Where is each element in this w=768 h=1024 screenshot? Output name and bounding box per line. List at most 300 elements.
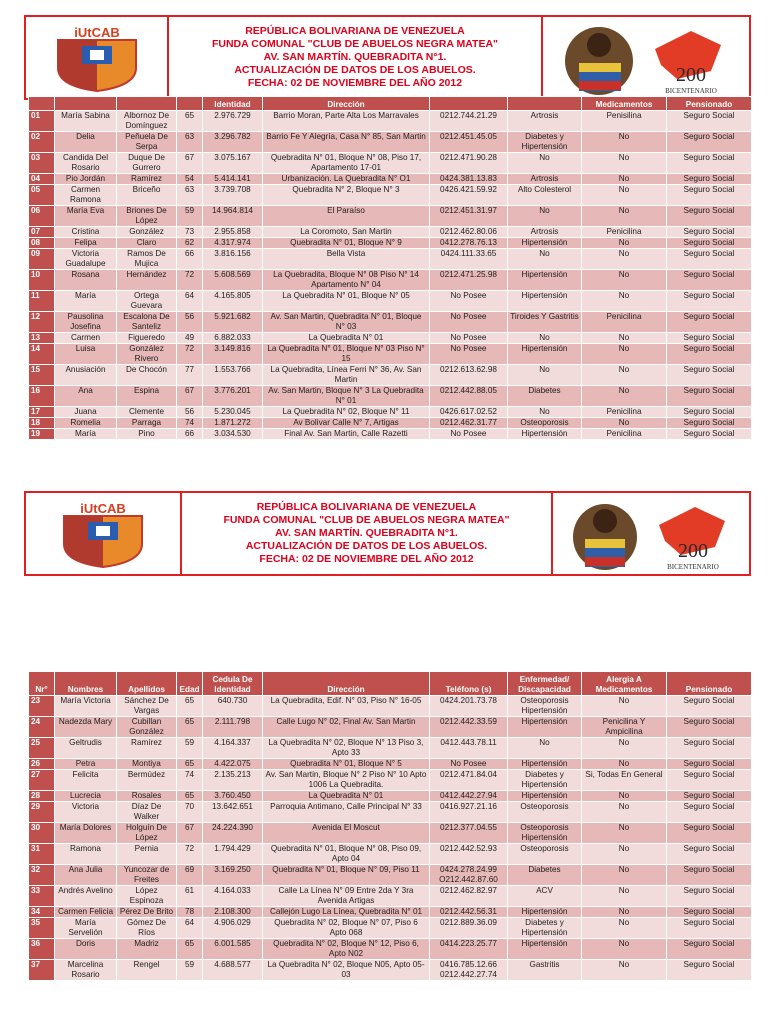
table-cell: Quebradita N° 01, Bloque N° 9 [263,238,430,249]
table-cell: Diabetes y Hipertensión [508,770,582,791]
table-cell: No [508,738,582,759]
table-row [29,132,752,153]
table-cell: Quebradita N° 02, Bloque N° 12, Piso 6, Apto N02 [263,939,430,960]
header-text [169,17,543,98]
header2-line-3: AV. SAN MARTÍN. QUEBRADITA N°1. [275,527,458,539]
table-cell: 01 [29,111,55,132]
table-cell: 0424.278.24.99 O212.442.87.60 [430,865,508,886]
table-cell: Hipertensión [508,291,582,312]
table-row [29,918,752,939]
table-row [29,312,752,333]
table-cell: Seguro Social [667,227,752,238]
table-cell: 4.317.974 [203,238,263,249]
table-cell: Penicilina [582,227,667,238]
table-cell: No Posee [430,333,508,344]
logo-text: iUtCAB [73,24,120,40]
club-logo-icon [52,24,142,92]
table-cell: 06 [29,206,55,227]
table-cell: 69 [177,865,203,886]
table-cell: Seguro Social [667,844,752,865]
table-row [29,365,752,386]
table-cell: 74 [177,770,203,791]
table-cell: No [582,238,667,249]
table-cell: Hernández [117,270,177,291]
table-cell: Geltrudis [55,738,117,759]
table-cell: La Quebradita N° 02, Bloque N° 13 Piso 3, Apto 33 [263,738,430,759]
table-cell: 59 [177,206,203,227]
table-cell: 65 [177,759,203,770]
table-cell: Seguro Social [667,238,752,249]
table-cell: Gastritis [508,960,582,981]
header2-line-2: FUNDA COMUNAL "CLUB DE ABUELOS NEGRA MATEA" [223,514,510,526]
table-cell: Seguro Social [667,770,752,791]
table-cell: 2.976.729 [203,111,263,132]
club-logo-icon-2 [58,500,148,568]
bicentenario-art [543,17,749,98]
header-line-5: FECHA: 02 DE NOVIEMBRE DEL AÑO 2012 [247,77,463,89]
table-row [29,249,752,270]
col-identidad: Identidad [203,97,263,111]
table-cell: Doris [55,939,117,960]
table-cell: Ramos De Mujica [117,249,177,270]
table-cell: 05 [29,185,55,206]
table-cell: La Quebradita N° 01 [263,333,430,344]
table-cell: 19 [29,429,55,440]
table-cell: Andrés Avelino [55,886,117,907]
table-cell: 64 [177,291,203,312]
table-cell: Seguro Social [667,738,752,759]
table-cell: 23 [29,696,55,717]
table-cell: No [582,153,667,174]
table-cell: 72 [177,344,203,365]
table-cell: 0212.471.25.98 [430,270,508,291]
column-header: Teléfono (s) [430,672,508,696]
table-cell: No [582,132,667,153]
table-cell: Artrosis [508,111,582,132]
table-cell: Penisilina [582,111,667,132]
table-cell: 1.794.429 [203,844,263,865]
table-cell: 0212.613.62.98 [430,365,508,386]
table-row [29,174,752,185]
table-cell: 3.739.708 [203,185,263,206]
table-cell: 0212.442.56.31 [430,907,508,918]
table-cell: Diabetes [508,865,582,886]
table-cell: Duque De Gurrero [117,153,177,174]
table-cell: 6.001.585 [203,939,263,960]
table-cell: No [508,333,582,344]
table-cell: 3.816.156 [203,249,263,270]
table-cell: 3.776.201 [203,386,263,407]
table-cell: Diabetes y Hipertensión [508,918,582,939]
table-cell: No [582,206,667,227]
table-cell: Calle La Línea N° 09 Entre 2da Y 3ra Avenida Artigas [263,886,430,907]
table-cell: 4.164.033 [203,886,263,907]
table-cell: Marcelina Rosario [55,960,117,981]
table-cell: 4.906.029 [203,918,263,939]
table-cell: Briceño [117,185,177,206]
table-cell: Victoria [55,802,117,823]
table-cell: 0416.785.12.66 0212.442.27.74 [430,960,508,981]
table-cell: 6.882.033 [203,333,263,344]
table-cell: Hipertensión [508,759,582,770]
table-cell: 08 [29,238,55,249]
table-cell: Seguro Social [667,333,752,344]
table-cell: 72 [177,844,203,865]
table-cell: Felicita [55,770,117,791]
table-cell: Callejón Lugo La Línea, Quebradita N° 01 [263,907,430,918]
table-cell: De Chocón [117,365,177,386]
table-cell: No [508,153,582,174]
table-cell: No [582,918,667,939]
table-cell: Victoria Guadalupe [55,249,117,270]
table-cell: Nadezda Mary [55,717,117,738]
table-cell: Escalona De Santeliz [117,312,177,333]
table-cell: Av Bolivar Calle N° 7, Artigas [263,418,430,429]
table-cell: Seguro Social [667,344,752,365]
table-cell: 0426.617.02.52 [430,407,508,418]
table-cell: María Eva [55,206,117,227]
table-cell: Rengel [117,960,177,981]
col-direccion: Dirección [263,97,430,111]
table-cell: Ramírez [117,174,177,185]
table-cell: Quebradita N° 01, Bloque N° 08, Piso 09, Apto 04 [263,844,430,865]
table-cell: Seguro Social [667,153,752,174]
table-cell: No [582,802,667,823]
table-cell: Seguro Social [667,132,752,153]
column-header: Nombres [55,672,117,696]
club-logo [26,17,169,98]
table-cell: Cristina [55,227,117,238]
table-1-body [29,111,752,440]
table-cell: 61 [177,886,203,907]
table-cell: Anusiación [55,365,117,386]
table-cell: No [582,333,667,344]
table-cell: 56 [177,312,203,333]
table-cell: Pernia [117,844,177,865]
table-cell: 0212.471.90.28 [430,153,508,174]
table-row [29,333,752,344]
table-row [29,770,752,791]
table-cell: González Rivero [117,344,177,365]
table-cell: Gómez De Ríos [117,918,177,939]
table-cell: No [582,907,667,918]
table-cell: Ana Julia [55,865,117,886]
table-cell: 0212.451.31.97 [430,206,508,227]
table-cell: Claro [117,238,177,249]
table-cell: 0212.442.33.59 [430,717,508,738]
table-cell: 78 [177,907,203,918]
table-row [29,227,752,238]
header2-line-1: REPÚBLICA BOLIVARIANA DE VENEZUELA [256,501,477,513]
table-cell: No [582,174,667,185]
table-cell: 49 [177,333,203,344]
table-cell: Seguro Social [667,939,752,960]
table-cell: Alto Colesterol [508,185,582,206]
table-cell: Calle Lugo N° 02, Final Av. San Martin [263,717,430,738]
table-row [29,717,752,738]
table-cell: No [508,249,582,270]
table-row [29,791,752,802]
table-cell: 65 [177,111,203,132]
table-cell: 2.135.213 [203,770,263,791]
table-cell: González [117,227,177,238]
table-cell: La Quebradita N° 01, Bloque N° 03 Piso N° 15 [263,344,430,365]
table-cell: No [582,939,667,960]
table-cell: Holguín De López [117,823,177,844]
table-cell: No [582,291,667,312]
table-cell: No [582,865,667,886]
table-cell: Seguro Social [667,249,752,270]
table-row [29,823,752,844]
table-cell: 0426.421.59.92 [430,185,508,206]
table-cell: Seguro Social [667,429,752,440]
bicentenario-image-2 [561,495,741,573]
header-line-2: FUNDA COMUNAL "CLUB DE ABUELOS NEGRA MATEA" [211,38,499,50]
table-cell: Seguro Social [667,365,752,386]
table-cell: Ortega Guevara [117,291,177,312]
table-cell: 36 [29,939,55,960]
table-cell: Seguro Social [667,206,752,227]
table-cell: Urbanización. La Quebradita N° O1 [263,174,430,185]
table-cell: María Victoria [55,696,117,717]
table-cell: Felipa [55,238,117,249]
table-cell: Av. San Martin, Bloque N° 3 La Quebradita N° 01 [263,386,430,407]
table-cell: No [508,365,582,386]
table-cell: 67 [177,823,203,844]
table-cell: Hipertensión [508,939,582,960]
table-cell: Briones De López [117,206,177,227]
table-cell: 74 [177,418,203,429]
table-cell: Osteoporosis Hipertensión [508,696,582,717]
table-cell: Candida Del Rosario [55,153,117,174]
col-medicamentos: Medicamentos [582,97,667,111]
table-cell: Carmen Felicia [55,907,117,918]
table-cell: 26 [29,759,55,770]
table-cell: 30 [29,823,55,844]
table-cell: Osteoporosis [508,802,582,823]
table-cell: Seguro Social [667,270,752,291]
table-cell: 4.688.577 [203,960,263,981]
table-cell: Seguro Social [667,865,752,886]
table-cell: 25 [29,738,55,759]
table-cell: ACV [508,886,582,907]
table-cell: 5.230.045 [203,407,263,418]
table-cell: 56 [177,407,203,418]
table-cell: 63 [177,132,203,153]
table-cell: Petra [55,759,117,770]
table-cell: 59 [177,738,203,759]
table-cell: Barrio Fe Y Alegría, Casa N° 85, San Martin [263,132,430,153]
table-cell: 5.414.141 [203,174,263,185]
table-cell: 4.422.075 [203,759,263,770]
table-cell: Figueredo [117,333,177,344]
table-cell: No [582,823,667,844]
logo-text-2: iUtCAB [80,500,126,516]
table-cell: 0412.443.78.11 [430,738,508,759]
bicentenario-number: 200 [676,63,706,86]
bicentenario-image [551,19,741,97]
table-cell: 04 [29,174,55,185]
table-cell: Lucrecia [55,791,117,802]
table-row [29,185,752,206]
table-cell: María [55,429,117,440]
table-cell: No [582,270,667,291]
table-cell: No [582,886,667,907]
table-cell: Carmen [55,333,117,344]
table-cell: 37 [29,960,55,981]
table-cell: Romelia [55,418,117,429]
table-cell: Ramona [55,844,117,865]
table-cell: 0212.462.82.97 [430,886,508,907]
header-bottom [24,491,751,576]
table-cell: Artrosis [508,174,582,185]
table-cell: Seguro Social [667,717,752,738]
table-cell: María [55,291,117,312]
table-row [29,344,752,365]
table-cell: Díaz De Walker [117,802,177,823]
table-cell: Carmen Ramona [55,185,117,206]
header-line-4: ACTUALIZACIÓN DE DATOS DE LOS ABUELOS. [234,64,476,76]
col-pensionado: Pensionado [667,97,752,111]
header-text-2 [182,493,551,574]
table-cell: Seguro Social [667,111,752,132]
bicentenario-number-2: 200 [678,539,708,562]
table-cell: 3.296.782 [203,132,263,153]
table-cell: Seguro Social [667,312,752,333]
table-cell: Av. San Martin, Quebradita N° 01, Bloque N° 03 [263,312,430,333]
table-cell: No [582,844,667,865]
table-cell: Penicilina [582,312,667,333]
table-row [29,386,752,407]
table-row [29,802,752,823]
table-2-header [29,672,752,696]
table-cell: María Dolores [55,823,117,844]
table-cell: La Coromoto, San Martin [263,227,430,238]
table-cell: Seguro Social [667,696,752,717]
table-cell: 67 [177,153,203,174]
table-cell: Peñuela De Serpa [117,132,177,153]
table-cell: Pausolina Josefina [55,312,117,333]
table-cell: 14 [29,344,55,365]
table-cell: La Quebradita N° 01 [263,791,430,802]
table-cell: 27 [29,770,55,791]
table-cell: Seguro Social [667,418,752,429]
table-cell: 24.224.390 [203,823,263,844]
table-cell: 0212.462.80.06 [430,227,508,238]
header-line-3: AV. SAN MARTÍN. QUEBRADITA N°1. [263,51,447,63]
table-cell: Cubillan González [117,717,177,738]
table-cell: Hipertensión [508,238,582,249]
table-cell: Tiroides Y Gastritis [508,312,582,333]
table-row [29,418,752,429]
table-cell: Avenida El Moscut [263,823,430,844]
table-cell: Rosana [55,270,117,291]
table-cell: Bella Vista [263,249,430,270]
table-cell: López Espinoza [117,886,177,907]
table-cell: María Servelión [55,918,117,939]
table-cell: 5.608.569 [203,270,263,291]
table-row [29,696,752,717]
table-cell: Av. San Martin, Bloque N° 2 Piso N° 10 Apto 1006 La Quebradita. [263,770,430,791]
table-cell: La Quebradita N° 02, Bloque N05, Apto 05-03 [263,960,430,981]
table-cell: 0412.442.27.94 [430,791,508,802]
table-cell: 65 [177,696,203,717]
table-cell: Quebradita N° 2, Bloque N° 3 [263,185,430,206]
table-cell: No [508,407,582,418]
table-cell: No [508,206,582,227]
table-cell: 35 [29,918,55,939]
header2-line-5: FECHA: 02 DE NOVIEMBRE DEL AÑO 2012 [259,553,474,565]
table-cell: Pino [117,429,177,440]
table-cell: 4.164.337 [203,738,263,759]
column-header: Enfermedad/ Discapacidad [508,672,582,696]
table-cell: Seguro Social [667,823,752,844]
table-cell: 33 [29,886,55,907]
table-cell: 54 [177,174,203,185]
table-cell: Pérez De Brito [117,907,177,918]
table-cell: Diabetes [508,386,582,407]
table-cell: Seguro Social [667,386,752,407]
table-cell: Penicilina Y Ampicilina [582,717,667,738]
table-cell: Penicilina [582,407,667,418]
table-cell: 29 [29,802,55,823]
table-cell: 72 [177,270,203,291]
table-cell: Parroquia Antimano, Calle Principal N° 33 [263,802,430,823]
table-cell: Rosales [117,791,177,802]
table-cell: Diabetes y Hipertensión [508,132,582,153]
table-cell: Juana [55,407,117,418]
table-cell: Si, Todas En General [582,770,667,791]
table-cell: Bermúdez [117,770,177,791]
table-cell: 65 [177,717,203,738]
table-cell: Penicilina [582,429,667,440]
table-cell: No Posee [430,312,508,333]
column-header: Cedula De Identidad [203,672,263,696]
table-cell: No Posee [430,291,508,312]
table-cell: 0424.381.13.83 [430,174,508,185]
table-cell: 2.955.858 [203,227,263,238]
column-header: Pensionado [667,672,752,696]
table-cell: Seguro Social [667,759,752,770]
table-cell: No [582,365,667,386]
table-row [29,238,752,249]
table-cell: Hipertensión [508,717,582,738]
table-cell: 3.760.450 [203,791,263,802]
table-cell: 32 [29,865,55,886]
table-cell: 0424.111.33.65 [430,249,508,270]
table-cell: 5.921.682 [203,312,263,333]
table-cell: 11 [29,291,55,312]
table-cell: Hipertensión [508,270,582,291]
table-cell: 0212.462.31.77 [430,418,508,429]
table-cell: La Quebradita, Línea Ferri N° 36, Av. San Martin [263,365,430,386]
table-cell: No Posee [430,344,508,365]
table-cell: 24 [29,717,55,738]
table-cell: No [582,344,667,365]
table-cell: 70 [177,802,203,823]
table-cell: 2.108.300 [203,907,263,918]
bicentenario-label: BICENTENARIO [665,86,717,95]
table-cell: 0212.744.21.29 [430,111,508,132]
table-cell: No [582,386,667,407]
table-cell: 0212.442.88.05 [430,386,508,407]
table-cell: Yuncozar de Freites [117,865,177,886]
table-cell: No [582,696,667,717]
table-cell: 16 [29,386,55,407]
table-row [29,865,752,886]
table-cell: El Paraíso [263,206,430,227]
table-cell: Sánchez De Vargas [117,696,177,717]
